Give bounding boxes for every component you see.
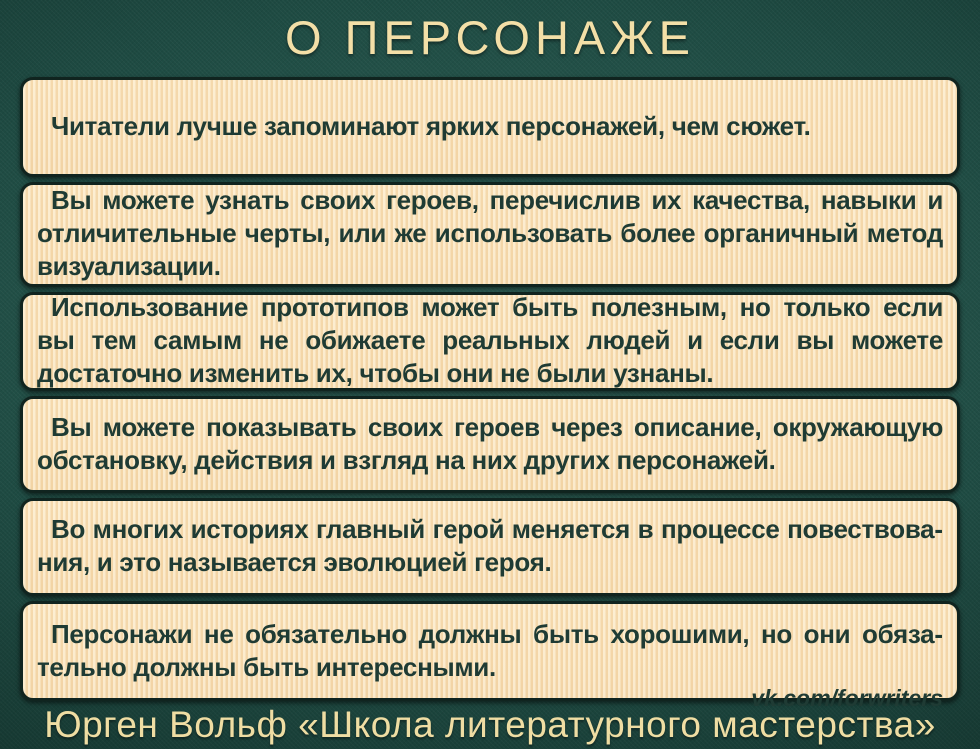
- tip-text-6: Персонажи не обязательно должны быть хорошими, но они обязательно должны быть интересными.: [37, 619, 943, 682]
- tip-card-2: [20, 182, 960, 287]
- book-attribution: Юрген Вольф «Школа литературного мастерства»: [44, 703, 936, 745]
- page-title: О ПЕРСОНАЖЕ: [284, 11, 696, 64]
- tip-text-5: Во многих историях главный герой меняется в процессе повествования, и это называется эволюцией героя.: [37, 514, 943, 577]
- tip-text-3: Использование прототипов может быть полезным, но только если вы тем самым не обижаете реальных людей и если вы можете достаточно изменить их, чтобы они не были узнаны.: [37, 292, 943, 388]
- tip-card-3: [20, 292, 960, 391]
- tip-text-1: Читатели лучше запоминают ярких персонажей, чем сюжет.: [51, 110, 811, 141]
- tip-text-2: Вы можете узнать своих героев, перечислив их качества, навыки и отличительные черты, или же использовать более органичный метод визуализации.: [37, 185, 943, 281]
- tip-card-6: [20, 601, 960, 711]
- tip-text-4: Вы можете показывать своих героев через описание, окружающую обстановку, действия и взгляд на них других персонажей.: [37, 411, 943, 475]
- tip-card-5: [20, 498, 960, 596]
- watermark-url: vk.com/forwriters: [751, 685, 943, 711]
- tip-card-list: [20, 77, 960, 711]
- tip-card-1: [20, 77, 960, 177]
- tip-card-4: [20, 396, 960, 493]
